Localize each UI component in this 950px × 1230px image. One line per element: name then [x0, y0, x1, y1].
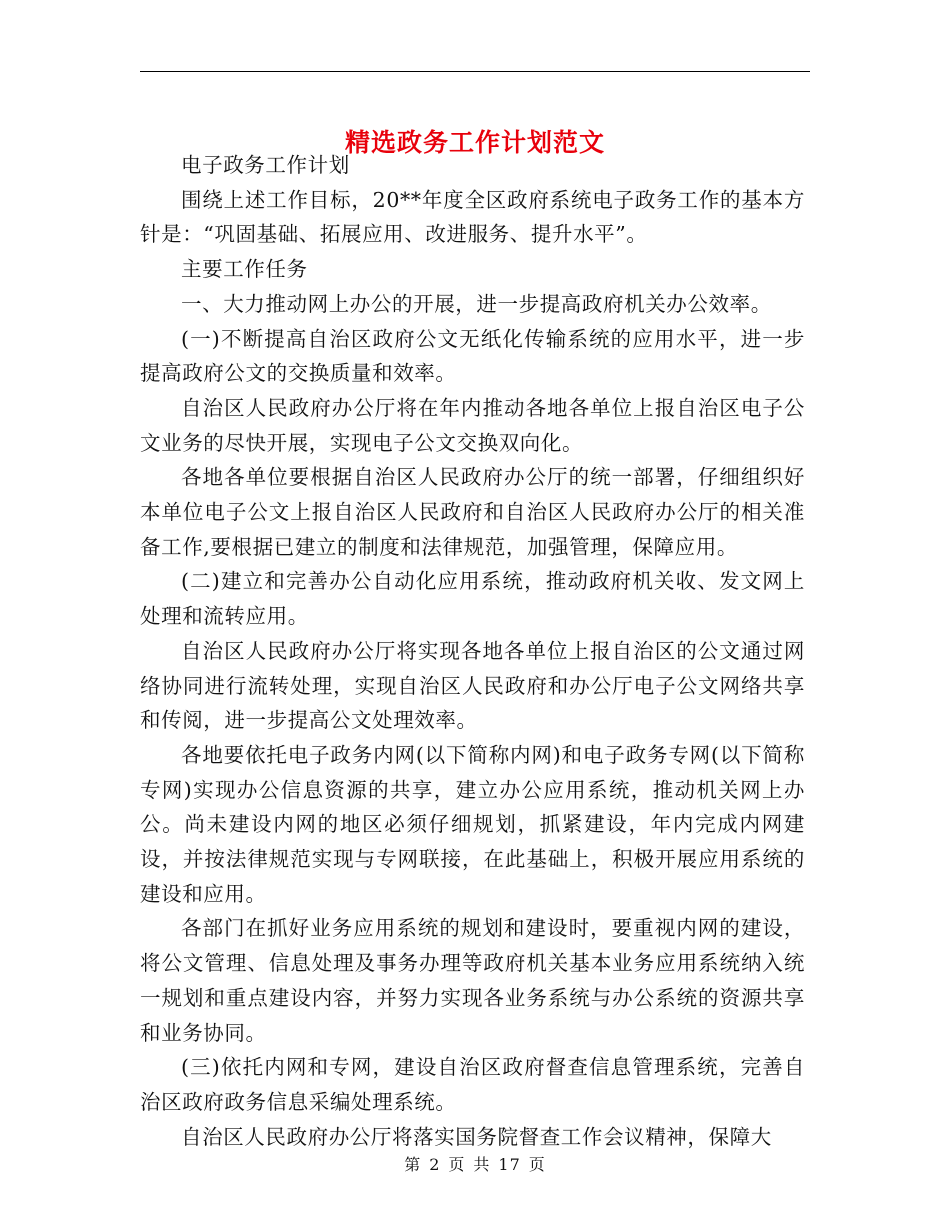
paragraph: 自治区人民政府办公厅将在年内推动各地各单位上报自治区电子公文业务的尽快开展，实现电子公文交换双向化。: [140, 395, 805, 455]
document-body: [140, 148, 805, 1154]
total-pages-number: 17: [498, 1155, 521, 1174]
paragraph: 各地要依托电子政务内网(以下简称内网)和电子政务专网(以下简称专网)实现办公信息资源的共享，建立办公应用系统，推动机关网上办公。尚未建设内网的地区必须仔细规划，抓紧建设，年内完成内网建设，并按法律规范实现与专网联接，在此基础上，积极开展应用系统的建设和应用。: [140, 742, 805, 906]
current-page-number: 2: [429, 1155, 441, 1174]
page-footer: [0, 1152, 950, 1175]
footer-total-prefix: 共: [473, 1155, 491, 1174]
paragraph: 自治区人民政府办公厅将落实国务院督查工作会议精神，保障大: [181, 1124, 772, 1149]
paragraph: 各部门在抓好业务应用系统的规划和建设时，要重视内网的建设，将公文管理、信息处理及事务办理等政府机关基本业务应用系统纳入统一规划和重点建设内容，并努力实现各业务系统与办公系统的资源共享和业务协同。: [140, 916, 805, 1045]
paragraph: 自治区人民政府办公厅将实现各地各单位上报自治区的公文通过网络协同进行流转处理，实现自治区人民政府和办公厅电子公文网络共享和传阅，进一步提高公文处理效率。: [140, 638, 805, 733]
footer-prefix: 第: [404, 1155, 422, 1174]
footer-total-unit: 页: [528, 1155, 546, 1174]
paragraph: 一、大力推动网上办公的开展，进一步提高政府机关办公效率。: [181, 291, 772, 316]
paragraph: 围绕上述工作目标，20**年度全区政府系统电子政务工作的基本方针是：“巩固基础、拓展应用、改进服务、提升水平”。: [140, 187, 805, 247]
paragraph: (三)依托内网和专网，建设自治区政府督查信息管理系统，完善自治区政府政务信息采编处理系统。: [140, 1055, 805, 1114]
paragraph: 各地各单位要根据自治区人民政府办公厅的统一部署，仔细组织好本单位电子公文上报自治区人民政府和自治区人民政府办公厅的相关准备工作,要根据已建立的制度和法律规范，加强管理，保障应用。: [140, 465, 805, 559]
header-rule: [140, 71, 810, 72]
paragraph: (一)不断提高自治区政府公文无纸化传输系统的应用水平，进一步提高政府公文的交换质量和效率。: [140, 326, 805, 386]
footer-page-unit: 页: [448, 1155, 466, 1174]
paragraph-heading: 电子政务工作计划: [181, 153, 350, 177]
paragraph: (二)建立和完善办公自动化应用系统，推动政府机关收、发文网上处理和流转应用。: [140, 569, 805, 629]
paragraph-heading: 主要工作任务: [181, 257, 308, 282]
document-title: 精选政务工作计划范文: [344, 127, 605, 157]
